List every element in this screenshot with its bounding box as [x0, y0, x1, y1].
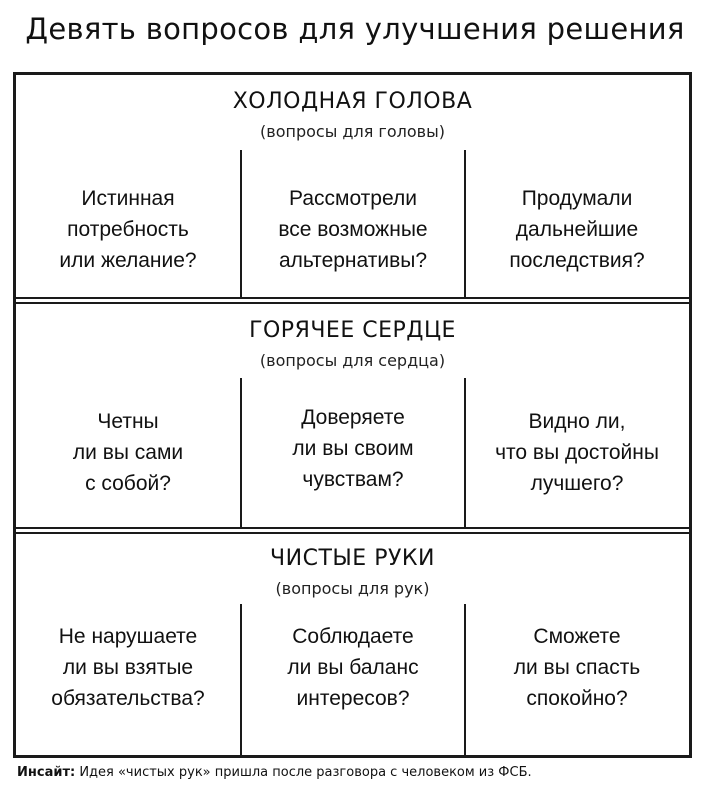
question-cell: [16, 406, 240, 499]
question-line: с собой?: [85, 472, 171, 495]
question-line: Доверяете: [301, 406, 405, 429]
questions-grid: [13, 72, 692, 758]
question-line: Видно ли,: [528, 410, 626, 433]
question-cell: [241, 183, 465, 276]
section-hot-heart: [16, 304, 689, 528]
question-line: обязательства?: [51, 687, 205, 710]
question-cell: [465, 406, 689, 499]
footnote-label: Инсайт:: [17, 765, 76, 780]
footnote-text: Идея «чистых рук» пришла после разговора с человеком из ФСБ.: [75, 765, 532, 780]
question-line: ли вы сами: [72, 441, 184, 464]
section-subtitle: (вопросы для сердца): [259, 351, 446, 370]
question-line: Продумали: [521, 187, 633, 210]
question-line: Соблюдаете: [292, 625, 414, 648]
question-line: лучшего?: [530, 472, 624, 495]
question-line: Рассмотрели: [289, 187, 417, 210]
question-line: ли вы спасть: [513, 656, 641, 679]
question-line: Сможете: [533, 625, 621, 648]
page-title: Девять вопросов для улучшения решения: [25, 12, 685, 46]
question-line: потребность: [67, 218, 189, 241]
question-line: или желание?: [59, 249, 197, 272]
question-line: Истинная: [81, 187, 175, 210]
section-subtitle: (вопросы для головы): [260, 122, 445, 141]
question-line: ли вы своим: [292, 437, 414, 460]
section-divider: [16, 527, 689, 534]
section-subtitle: (вопросы для рук): [275, 579, 430, 598]
section-title: ГОРЯЧЕЕ СЕРДЦЕ: [249, 318, 456, 343]
section-title: ХОЛОДНАЯ ГОЛОВА: [232, 89, 473, 114]
question-line: дальнейшие: [515, 218, 639, 241]
question-line: альтернативы?: [278, 249, 428, 272]
question-line: что вы достойны: [495, 441, 659, 464]
section-title: ЧИСТЫЕ РУКИ: [270, 546, 435, 571]
section-divider: [16, 297, 689, 304]
question-cell: [465, 183, 689, 276]
question-cell: [241, 621, 465, 714]
question-line: спокойно?: [526, 687, 628, 710]
question-cell: [16, 621, 240, 714]
question-line: ли вы взятые: [62, 656, 194, 679]
section-cold-head: [16, 75, 689, 299]
question-cell: [241, 402, 465, 495]
question-cell: [465, 621, 689, 714]
question-line: чувствам?: [302, 468, 404, 491]
footnote: [17, 765, 532, 780]
question-line: последствия?: [509, 249, 645, 272]
question-cell: [16, 183, 240, 276]
question-line: интересов?: [296, 687, 410, 710]
section-clean-hands: [16, 534, 689, 755]
question-line: ли вы баланс: [287, 656, 419, 679]
question-line: все возможные: [278, 218, 428, 241]
question-line: Не нарушаете: [58, 625, 198, 648]
question-line: Четны: [97, 410, 159, 433]
